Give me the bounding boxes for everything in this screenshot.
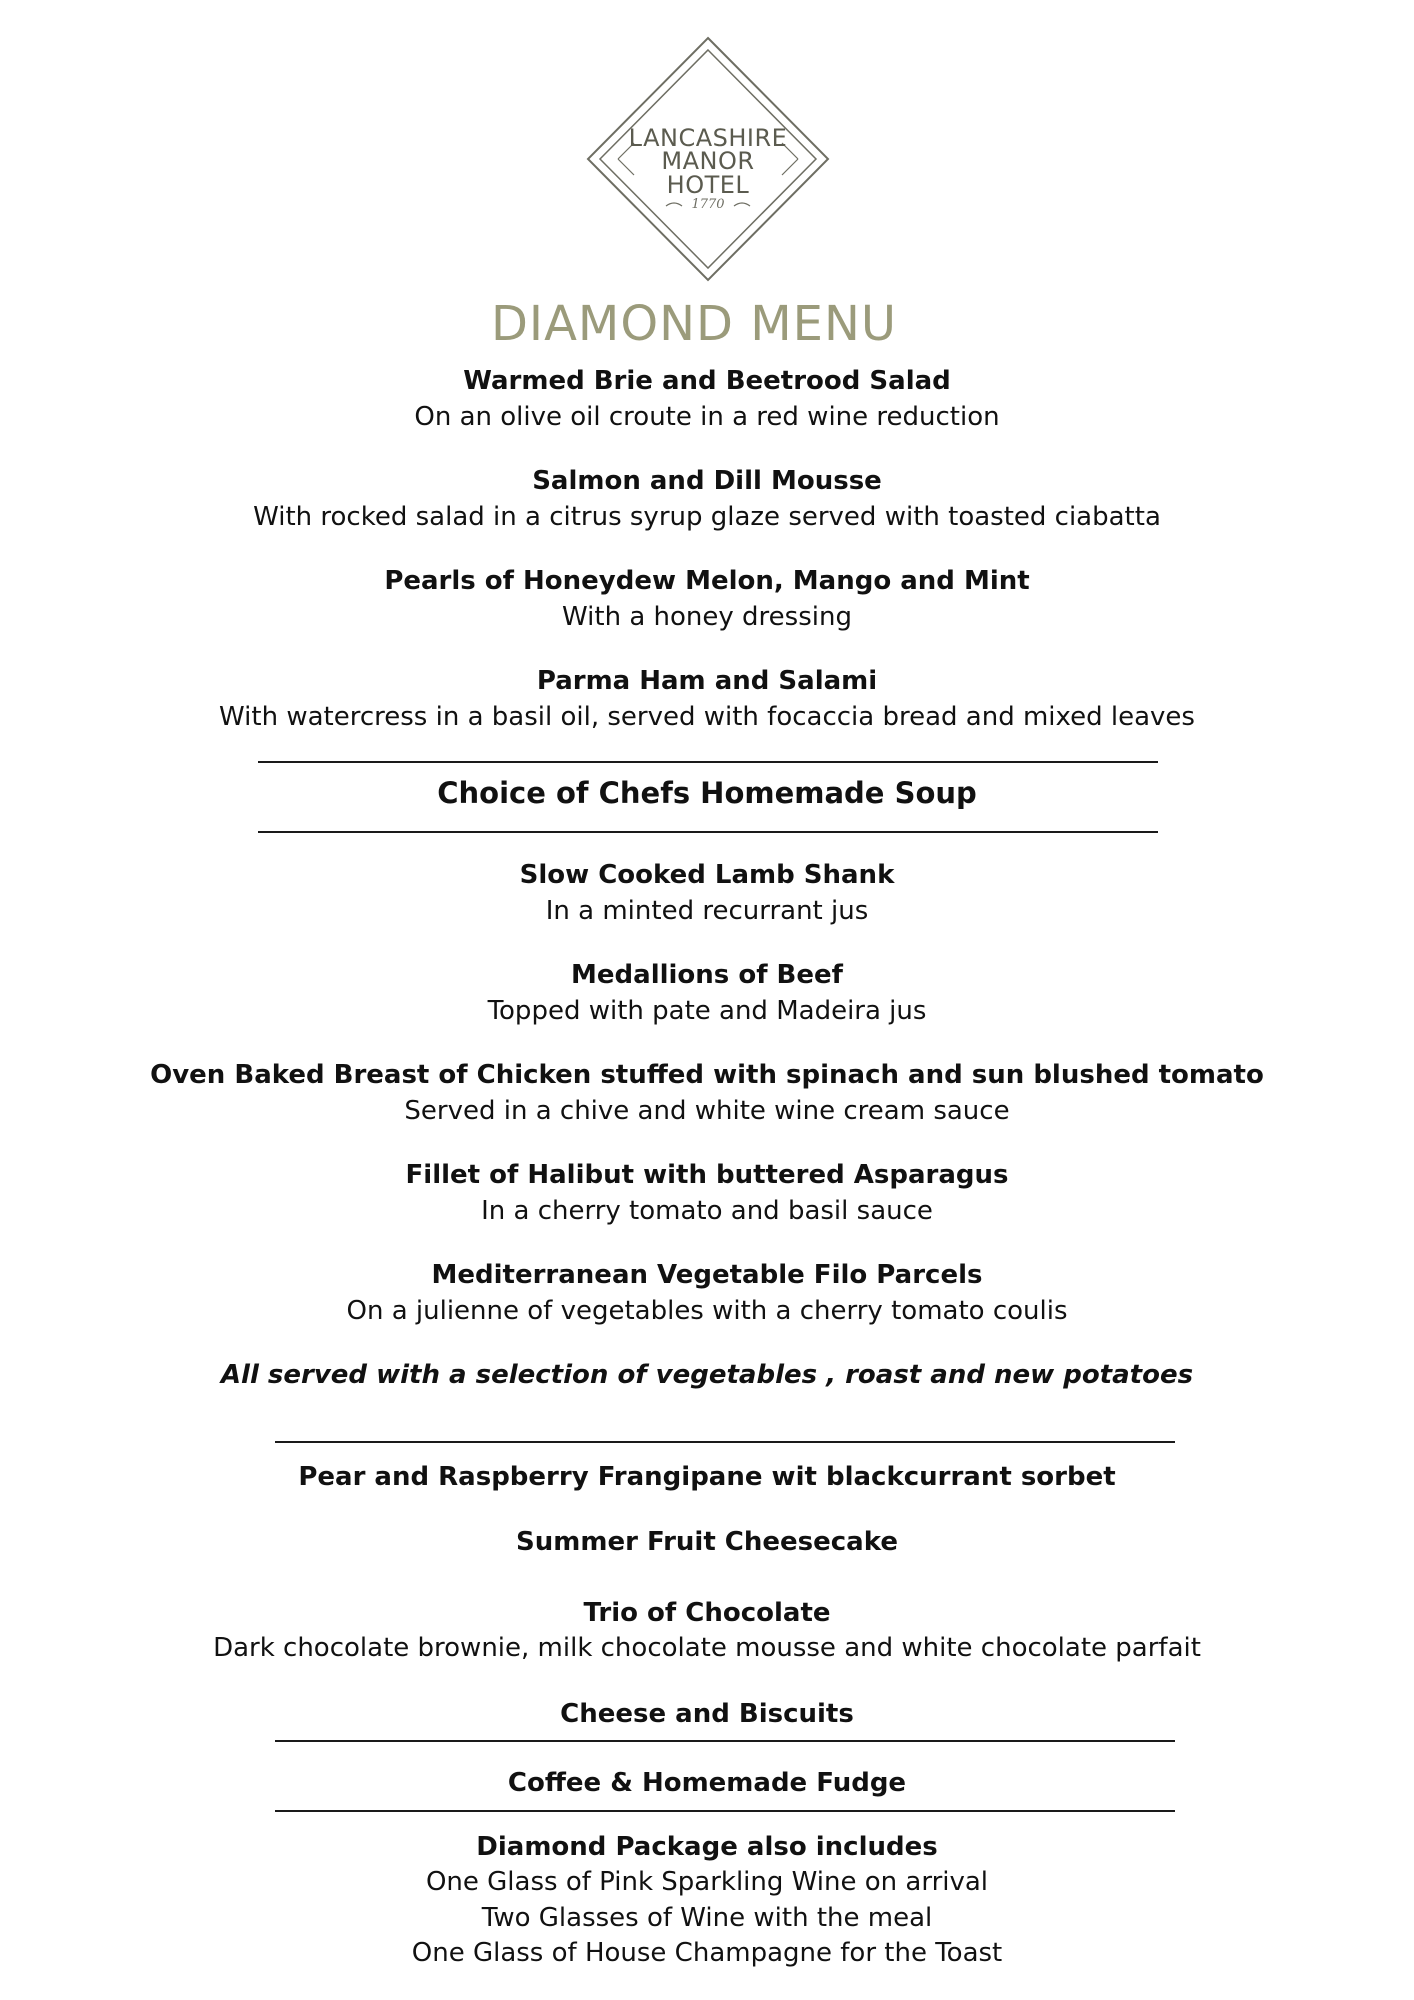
starter-desc: With rocked salad in a citrus syrup glaze served with toasted ciabatta: [253, 502, 1161, 532]
main-name: Mediterranean Vegetable Filo Parcels: [431, 1260, 983, 1290]
logo-text-line1: LANCASHIRE: [628, 124, 788, 152]
dessert-name: Pear and Raspberry Frangipane wit blackcurrant sorbet: [298, 1462, 1116, 1492]
package-item: Two Glasses of Wine with the meal: [481, 1903, 933, 1933]
main-name: Slow Cooked Lamb Shank: [519, 860, 895, 890]
coffee-course: Coffee & Homemade Fudge: [507, 1768, 907, 1798]
dessert-desc: Dark chocolate brownie, milk chocolate mousse and white chocolate parfait: [213, 1633, 1201, 1663]
main-desc: In a minted recurrant jus: [545, 896, 869, 926]
mains-note: All served with a selection of vegetables , roast and new potatoes: [220, 1360, 1194, 1390]
soup-course: Choice of Chefs Homemade Soup: [437, 776, 977, 810]
starter-name: Pearls of Honeydew Melon, Mango and Mint: [384, 566, 1030, 596]
package-item: One Glass of House Champagne for the Toast: [411, 1938, 1003, 1968]
divider: [275, 1810, 1175, 1812]
main-desc: In a cherry tomato and basil sauce: [481, 1196, 933, 1226]
divider: [258, 761, 1158, 763]
starter-name: Salmon and Dill Mousse: [532, 466, 882, 496]
starter-desc: On an olive oil croute in a red wine reduction: [414, 402, 1000, 432]
main-desc: On a julienne of vegetables with a cherry tomato coulis: [346, 1296, 1068, 1326]
starter-desc: With a honey dressing: [562, 602, 852, 632]
divider: [258, 831, 1158, 833]
starter-name: Parma Ham and Salami: [536, 666, 878, 696]
main-name: Oven Baked Breast of Chicken stuffed with spinach and sun blushed tomato: [150, 1060, 1264, 1090]
starter-desc: With watercress in a basil oil, served with focaccia bread and mixed leaves: [219, 702, 1195, 732]
menu-title: DIAMOND MENU: [490, 296, 898, 352]
divider: [275, 1441, 1175, 1443]
logo-year: 1770: [691, 197, 725, 212]
package-heading: Diamond Package also includes: [476, 1832, 938, 1862]
main-desc: Topped with pate and Madeira jus: [487, 996, 927, 1026]
main-name: Fillet of Halibut with buttered Asparagus: [405, 1160, 1009, 1190]
starter-name: Warmed Brie and Beetrood Salad: [463, 366, 951, 396]
divider: [275, 1740, 1175, 1742]
logo-text-line3: HOTEL: [666, 171, 750, 199]
logo-text-line2: MANOR: [661, 147, 755, 175]
package-item: One Glass of Pink Sparkling Wine on arrival: [425, 1867, 989, 1897]
dessert-name: Trio of Chocolate: [583, 1598, 831, 1628]
cheese-course: Cheese and Biscuits: [560, 1699, 854, 1729]
dessert-name: Summer Fruit Cheesecake: [516, 1527, 898, 1557]
main-name: Medallions of Beef: [571, 960, 843, 990]
main-desc: Served in a chive and white wine cream sauce: [404, 1096, 1010, 1126]
